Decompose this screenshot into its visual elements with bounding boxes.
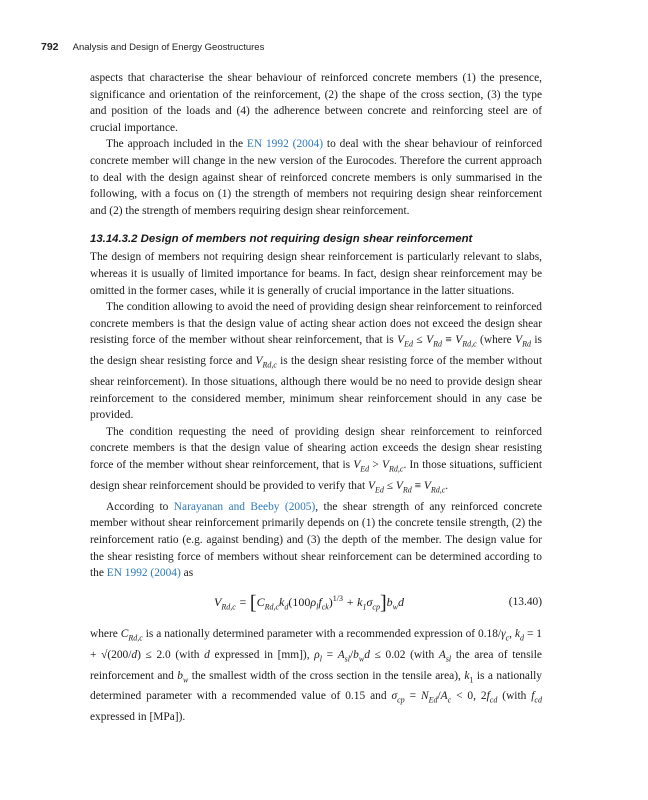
equation-13-40 — [90, 586, 542, 624]
paragraph-7: where $C_{Rd,c}$ is a nationally determined parameter with a recommended expression of $0.18/\gamma_c$, $k_d = 1 + √(200/d) \le 2.0$ (with d expressed in [mm]), $\rho_l = A_{sl}/b_wd \le 0.02$ (with $A_{sl}$ the area of tensile reinforcement and $b_w$ the smallest width of the cross section in the tensile area), $k_1$ is a nationally determined parameter with a recommended value of 0.15 and $\sigma_{cp} = N_{Ed}/A_c < 0$, $2f_{cd}$ (with $f_{cd}$ expressed in [MPa]). — [90, 627, 542, 724]
paragraph-4: The condition allowing to avoid the need of providing design shear reinforcement to reinforced concrete members is that the design value of acting shear action does not exceed the design shear resisting force of the member without shear reinforcement, that is $V_{Ed} \le V_{Rd} \equiv V_{Rd,c}$ (where $V_{Rd}$ is the design shear resisting force and $V_{Rd,c}$ is the design shear resisting force of the member without shear reinforcement). In those situations, although there would be no need to provide design shear reinforcement to the considered member, minimum shear reinforcement should in any case be provided. — [90, 301, 542, 422]
paragraph-3: The design of members not requiring design shear reinforcement is particularly relevant to slabs, whereas it is usually of limited importance for beams. In fact, design shear reinforcement may be omitted in the former cases, while it is generally of crucial importance in the latter situations. — [90, 251, 542, 297]
running-header — [41, 41, 264, 53]
link-en1992-b[interactable]: EN 1992 (2004) — [106, 567, 181, 580]
paragraph-2: The approach included in the EN 1992 (2004) to deal with the shear behaviour of reinforced concrete member will change in the new version of the Eurocodes. Therefore the current approach to deal with the design against shear of reinforced concrete members is only summarised in the following, with a focus on (1) the strength of members not requiring design shear reinforcement and (2) the strength of members requiring design shear reinforcement. — [90, 138, 543, 217]
paragraph-5: The condition requesting the need of providing design shear reinforcement to reinforced concrete members is that the design value of shearing action exceeds the design shear resisting force of the member without shear reinforcement, that is $V_{Ed} > V_{Rd,c}$. In those situations, sufficient design shear reinforcement should be provided to verify that $V_{Ed} \le V_{Rd} \equiv V_{Rd,c}$. — [90, 425, 543, 495]
paragraph-6: According to Narayanan and Beeby (2005), the shear strength of any reinforced concrete member without shear reinforcement primarily depends on (1) the concrete tensile strength, (2) the reinforcement ratio (e.g. against bending) and (3) the depth of the member. The design value for the shear resisting force of members without shear reinforcement can be determined according to the EN 1992 (2004) as — [90, 500, 542, 580]
link-en1992[interactable]: EN 1992 (2004) — [246, 138, 324, 151]
paragraph-1: aspects that characterise the shear behaviour of reinforced concrete members (1) the presence, significance and orientation of the reinforcement, (2) the shape of the cross section, (3) the type and position of the loads and (4) the adherence between concrete and reinforcing steel are of crucial importance. — [90, 72, 542, 134]
equation-number: (13.40) — [508, 595, 542, 608]
page-number: 792 — [41, 41, 59, 53]
link-narayanan-beeby[interactable]: Narayanan and Beeby (2005) — [173, 500, 316, 513]
section-heading: 13.14.3.2 Design of members not requiring design shear reinforcement — [90, 233, 473, 246]
equation-formula: $V_{Rd,c} = [C_{Rd,c}k_d(100\rho_lf_{ck})^{1/3} + k_1\sigma_{cp}]b_wd$ — [214, 591, 404, 614]
running-title: Analysis and Design of Energy Geostructures — [72, 42, 265, 53]
page-body — [90, 70, 542, 726]
